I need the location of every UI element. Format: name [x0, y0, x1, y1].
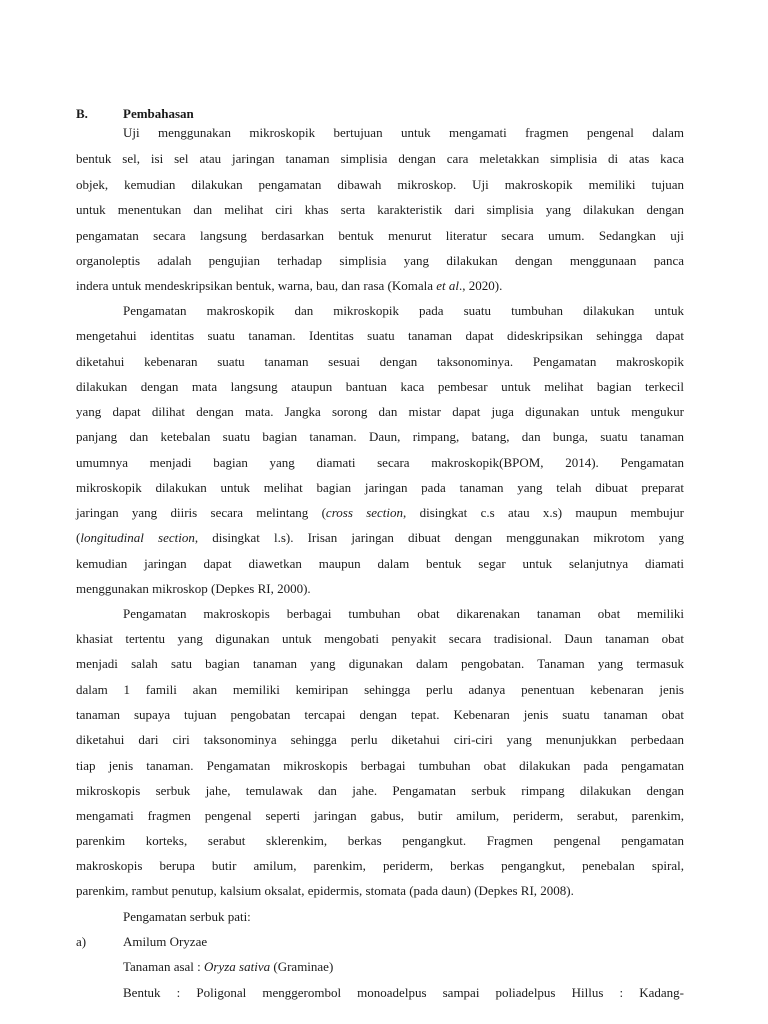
paragraph-3-line: menjadi salah satu bagian tanaman yang digunakan dalam pengobatan. Tanaman yang termasuk: [76, 656, 684, 671]
text-run: (: [76, 530, 81, 545]
paragraph-2-line: mengetahui identitas suatu tanaman. Identitas suatu tanaman dapat dideskripsikan sehingga dapat: [76, 328, 684, 343]
italic-run: et al: [436, 278, 460, 293]
serbuk-pati-intro: Pengamatan serbuk pati:: [123, 909, 251, 924]
paragraph-2-line: [76, 500, 684, 525]
section-title: Pembahasan: [123, 106, 194, 121]
text-run: , disingkat c.s atau x.s) maupun membujur: [403, 505, 684, 520]
list-item-a: [76, 929, 684, 954]
italic-run: cross section: [325, 505, 404, 520]
paragraph-3-line: khasiat tertentu yang digunakan untuk mengobati penyakit secara tradisional. Daun tanaman obat: [76, 631, 684, 646]
paragraph-3-line: mikroskopis serbuk jahe, temulawak dan jahe. Pengamatan serbuk rimpang dilakukan dengan: [76, 783, 684, 798]
paragraph-2-line: Pengamatan makroskopik dan mikroskopik pada suatu tumbuhan dilakukan untuk: [123, 303, 684, 318]
paragraph-3-line: parenkim korteks, serabut sklerenkim, berkas pengangkut. Fragmen pengenal pengamatan: [76, 833, 684, 848]
paragraph-2-line: yang dapat dilihat dengan mata. Jangka sorong dan mistar dapat juga digunakan untuk mengukur: [76, 404, 684, 419]
paragraph-2-last-line: menggunakan mikroskop (Depkes RI, 2000).: [76, 581, 311, 596]
italic-run: Oryza sativa: [204, 959, 271, 974]
list-marker: a): [76, 934, 87, 949]
paragraph-2-line: dilakukan dengan mata langsung ataupun bantuan kaca pembesar untuk melihat bagian terkecil: [76, 379, 684, 394]
paragraph-3-last-line: parenkim, rambut penutup, kalsium oksalat, epidermis, stomata (pada daun) (Depkes RI, 2008).: [76, 883, 574, 898]
paragraph-2-line: umumnya menjadi bagian yang diamati secara makroskopik(BPOM, 2014). Pengamatan: [76, 455, 684, 470]
text-run: jaringan yang diiris secara melintang (: [76, 505, 326, 520]
paragraph-2-line: [76, 525, 684, 550]
text-run: Tanaman asal :: [123, 959, 205, 974]
paragraph-1-last-line: [76, 273, 684, 298]
text-run: (Graminae): [270, 959, 334, 974]
paragraph-1-line: bentuk sel, isi sel atau jaringan tanaman simplisia dengan cara meletakkan simplisia di atas kaca: [76, 151, 684, 166]
text-run: , disingkat l.s). Irisan jaringan dibuat dengan menggunakan mikrotom yang: [194, 530, 684, 545]
paragraph-3-line: tanaman supaya tujuan pengobatan tercapai dengan tepat. Kebenaran jenis suatu tanaman obat: [76, 707, 684, 722]
bentuk-line: Bentuk : Poligonal menggerombol monoadelpus sampai poliadelpus Hillus : Kadang-: [123, 985, 684, 1000]
text-run: ., 2020).: [459, 278, 503, 293]
paragraph-3-line: tiap jenis tanaman. Pengamatan mikroskopis berbagai tumbuhan obat dilakukan pada pengamatan: [76, 758, 684, 773]
paragraph-3-line: Pengamatan makroskopis berbagai tumbuhan obat dikarenakan tanaman obat memiliki: [123, 606, 684, 621]
paragraph-2-line: kemudian jaringan dapat diawetkan maupun dalam bentuk segar untuk selanjutnya diamati: [76, 556, 684, 571]
paragraph-2-line: mikroskopik dilakukan untuk melihat bagian jaringan pada tanaman yang telah dibuat preparat: [76, 480, 684, 495]
italic-run: longitudinal section: [80, 530, 195, 545]
paragraph-1-line: organoleptis adalah pengujian terhadap simplisia yang dilakukan dengan menggunaan panca: [76, 253, 684, 268]
paragraph-2-line: panjang dan ketebalan suatu bagian tanaman. Daun, rimpang, batang, dan bunga, suatu tanaman: [76, 429, 684, 444]
paragraph-3-line: mengamati fragmen pengenal seperti jaringan gabus, butir amilum, periderm, serabut, parenkim,: [76, 808, 684, 823]
paragraph-2-line: diketahui kebenaran suatu tanaman sesuai dengan taksonominya. Pengamatan makroskopik: [76, 354, 684, 369]
paragraph-1-line: untuk menentukan dan melihat ciri khas serta karakteristik dari simplisia yang dilakukan dengan: [76, 202, 684, 217]
paragraph-1-line: Uji menggunakan mikroskopik bertujuan untuk mengamati fragmen pengenal dalam: [123, 125, 684, 140]
paragraph-1-line: objek, kemudian dilakukan pengamatan dibawah mikroskop. Uji makroskopik memiliki tujuan: [76, 177, 684, 192]
paragraph-3-line: diketahui dari ciri taksonominya sehingga perlu diketahui ciri-ciri yang menunjukkan perbedaan: [76, 732, 684, 747]
list-item-title: Amilum Oryzae: [123, 934, 208, 949]
paragraph-3-line: dalam 1 famili akan memiliki kemiripan sehingga perlu adanya penentuan kebenaran jenis: [76, 682, 684, 697]
paragraph-1-line: pengamatan secara langsung berdasarkan bentuk menurut literatur secara umum. Sedangkan uji: [76, 228, 684, 243]
paragraph-3-line: makroskopis berupa butir amilum, parenkim, periderm, berkas pengangkut, penebalan spiral,: [76, 858, 684, 873]
tanaman-asal-line: [123, 954, 684, 979]
section-number: B.: [76, 106, 88, 121]
text-run: indera untuk mendeskripsikan bentuk, warna, bau, dan rasa (Komala: [76, 278, 437, 293]
